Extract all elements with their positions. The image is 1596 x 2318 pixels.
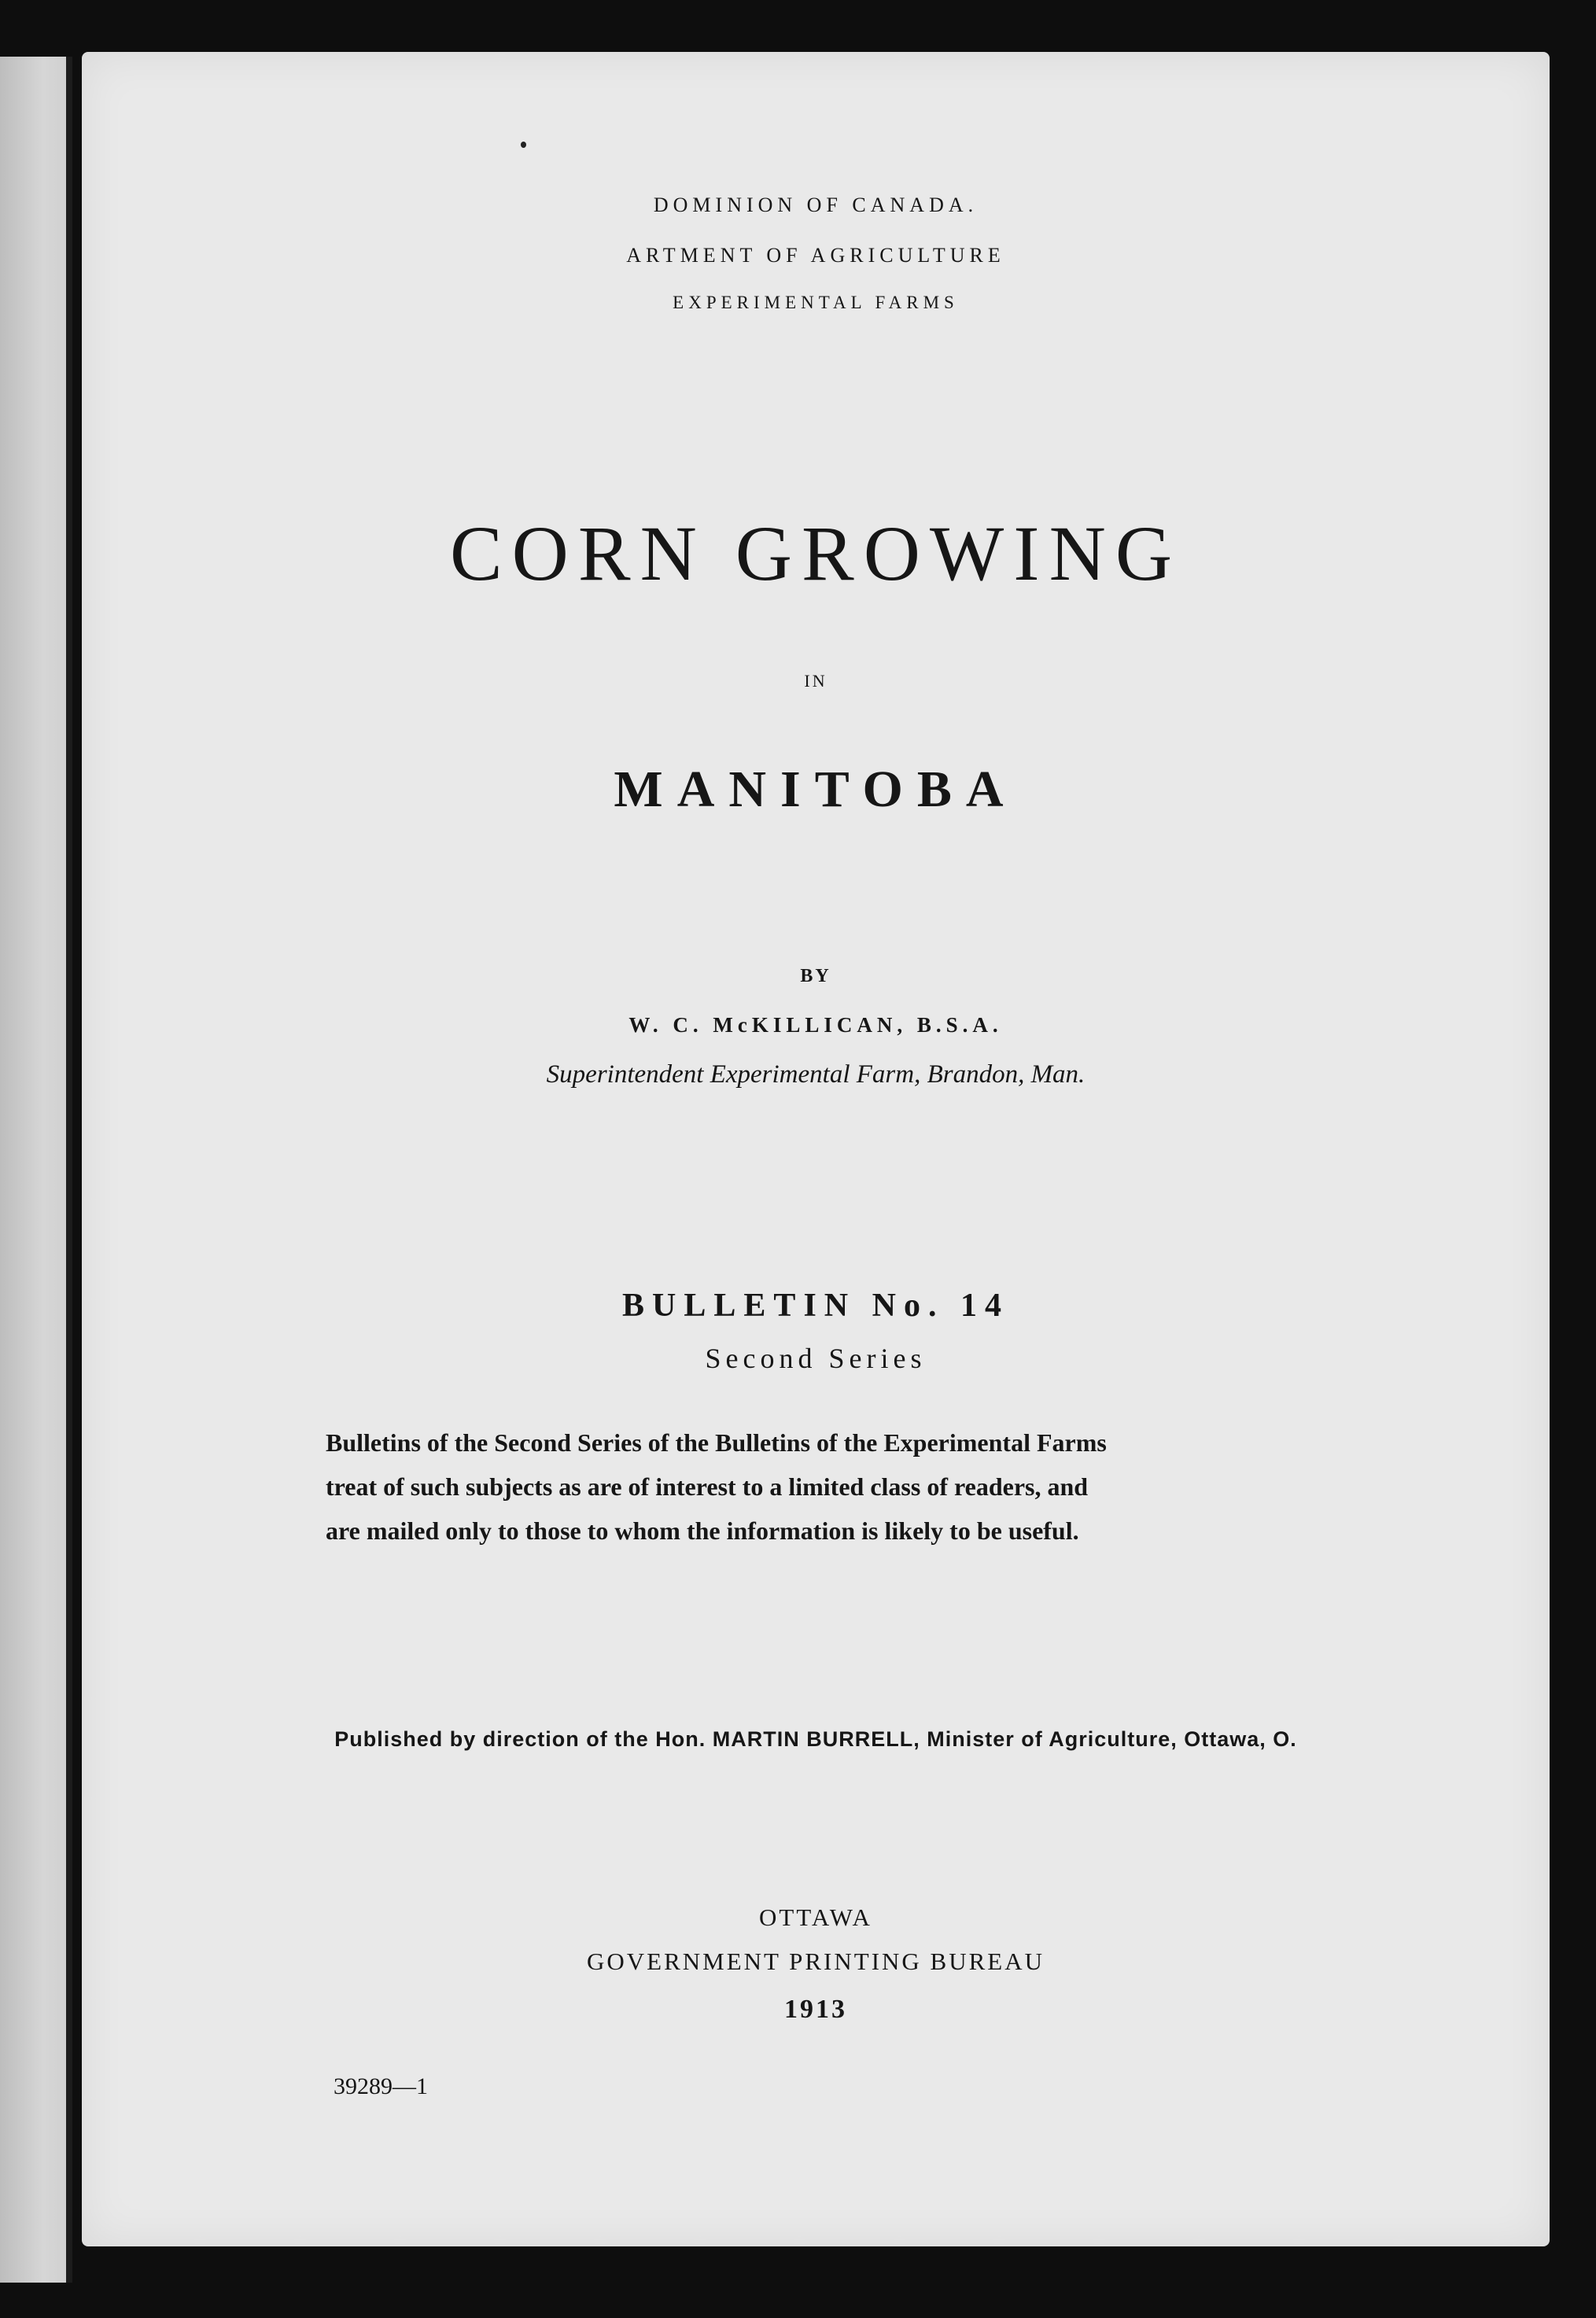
description-line: are mailed only to those to whom the information is likely to be useful. — [326, 1516, 1079, 1545]
bulletin-number: BULLETIN No. 14 — [622, 1288, 1009, 1324]
description-line: treat of such subjects as are of interest to a limited class of readers, and — [326, 1472, 1089, 1501]
bulletin-description — [326, 1421, 1348, 1553]
author-name: W. C. McKILLICAN, B.S.A. — [628, 1013, 1003, 1037]
page-gutter-shadow — [66, 57, 72, 2283]
page-title: CORN GROWING — [449, 510, 1182, 597]
header-experimental-farms: EXPERIMENTAL FARMS — [673, 293, 959, 312]
description-line: Bulletins of the Second Series of the Bulletins of the Experimental Farms — [326, 1428, 1107, 1457]
author-position: Superintendent Experimental Farm, Brandon, Man. — [546, 1060, 1086, 1089]
publication-note: Published by direction of the Hon. MARTIN BURRELL, Minister of Agriculture, Ottawa, O. — [334, 1727, 1297, 1751]
page-subtitle: MANITOBA — [614, 761, 1018, 818]
imprint-city: OTTAWA — [759, 1903, 872, 1931]
bulletin-series: Second Series — [705, 1343, 927, 1374]
title-page — [82, 52, 1550, 2246]
imprint-year: 1913 — [784, 1995, 847, 2024]
serial-number: 39289—1 — [334, 2073, 428, 2099]
header-department: ARTMENT OF AGRICULTURE — [626, 244, 1005, 267]
title-connector: IN — [804, 671, 827, 691]
ink-speck — [521, 142, 526, 148]
byline-by: BY — [800, 966, 831, 986]
facing-page-edge — [0, 57, 72, 2283]
header-dominion: DOMINION OF CANADA. — [653, 193, 979, 216]
imprint-printer: GOVERNMENT PRINTING BUREAU — [586, 1948, 1045, 1975]
